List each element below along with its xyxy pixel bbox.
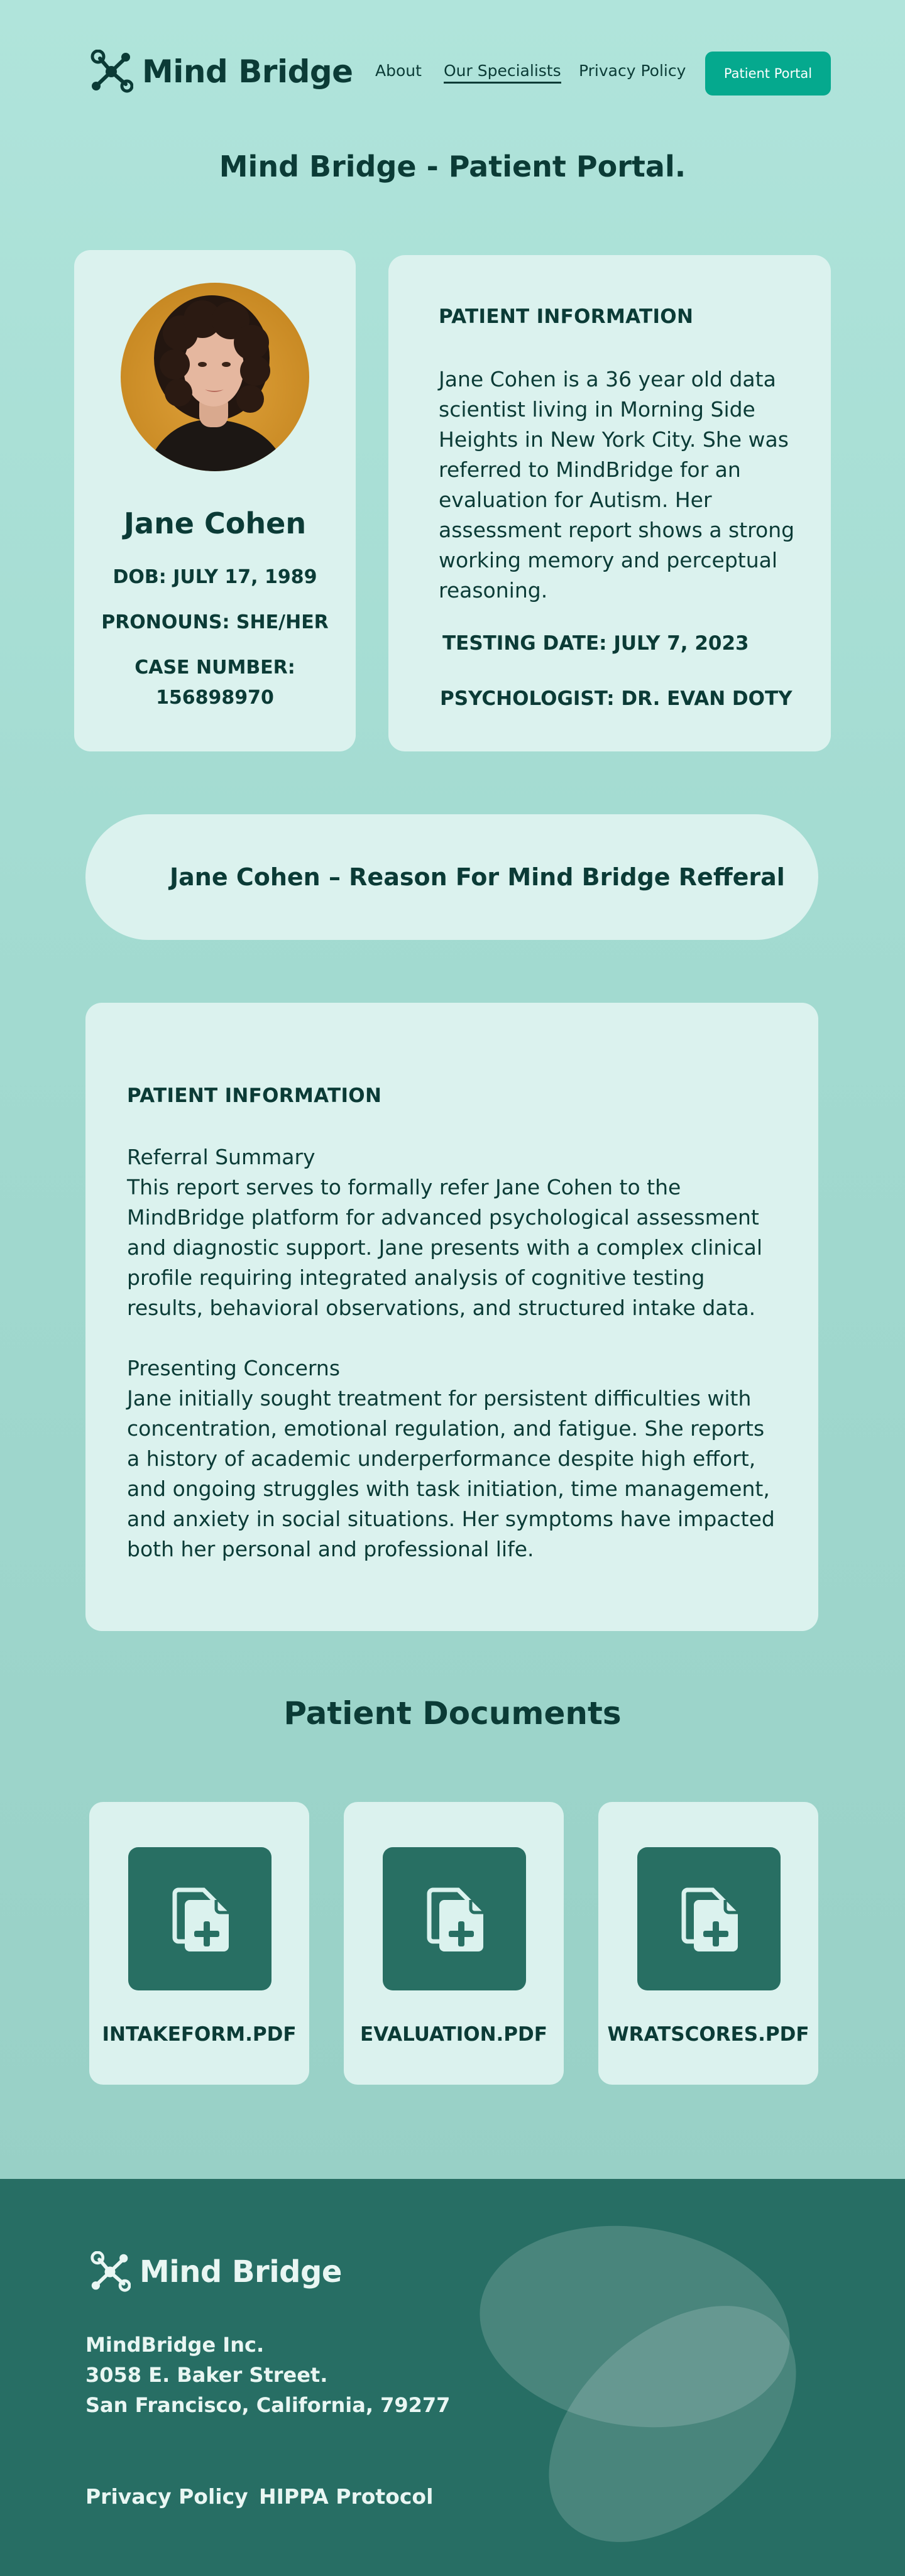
nav-link-about[interactable]: About <box>375 62 422 80</box>
document-tile <box>637 1847 781 1990</box>
brand-name: Mind Bridge <box>142 53 353 90</box>
page-title: Mind Bridge - Patient Portal. <box>219 150 686 183</box>
molecule-logo-icon <box>89 2251 131 2293</box>
decorative-ellipses <box>478 2217 830 2543</box>
footer-brand-logo[interactable] <box>89 2249 342 2295</box>
referral-summary-text: This report serves to formally refer Jane Cohen to the MindBridge platform for advanced psychological assessment and diagnostic support. Jane presents with a complex clinical profile requiring integrated analysis of cognitive testing results, behavioral observations, and structured intake data. <box>127 1175 763 1320</box>
brand-logo[interactable] <box>89 49 353 94</box>
presenting-concerns-text: Jane initially sought treatment for persistent difficulties with concentration, emotional regulation, and fatigue. She reports a history of academic underperformance despite high effort, and ongoing struggles with task initiation, time management, and anxiety in social situations. Her symptoms have impacted both her personal and professional life. <box>127 1386 775 1561</box>
referral-reason-banner <box>85 814 818 940</box>
file-copy-add-icon <box>671 1881 747 1957</box>
document-card-wratscores[interactable] <box>598 1802 818 2085</box>
site-footer <box>0 2179 905 2576</box>
patient-info-card <box>388 255 831 751</box>
footer-link-hippa-protocol[interactable]: HIPPA Protocol <box>259 2484 434 2509</box>
footer-link-privacy-policy[interactable]: Privacy Policy <box>85 2484 248 2509</box>
testing-date: TESTING DATE: JULY 7, 2023 <box>442 632 749 655</box>
patient-info-summary: Jane Cohen is a 36 year old data scientist living in Morning Side Heights in New York City. She was referred to MindBridge for an evaluation for Autism. Her assessment report shows a strong working memory and perceptual reasoning. <box>439 367 795 603</box>
case-number: 156898970 <box>156 687 274 709</box>
referral-reason-title: Jane Cohen – Reason For Mind Bridge Refferal <box>170 863 785 891</box>
footer-street: 3058 E. Baker Street. <box>85 2363 328 2387</box>
nav-link-privacy-policy[interactable]: Privacy Policy <box>579 62 686 80</box>
case-number-label: CASE NUMBER: <box>134 657 295 679</box>
documents-title: Patient Documents <box>283 1695 622 1732</box>
psychologist: PSYCHOLOGIST: DR. EVAN DOTY <box>440 687 793 710</box>
file-copy-add-icon <box>417 1881 492 1957</box>
presenting-concerns-title: Presenting Concerns <box>127 1356 341 1380</box>
file-copy-add-icon <box>162 1881 238 1957</box>
patient-portal-button[interactable]: Patient Portal <box>705 52 831 96</box>
patient-pronouns: PRONOUNS: SHE/HER <box>101 611 329 633</box>
molecule-logo-icon <box>89 50 133 94</box>
referral-summary-title: Referral Summary <box>127 1145 315 1169</box>
profile-card <box>74 250 356 751</box>
patient-dob: DOB: JULY 17, 1989 <box>112 566 317 588</box>
footer-city: San Francisco, California, 79277 <box>85 2393 451 2417</box>
referral-heading: PATIENT INFORMATION <box>127 1084 382 1107</box>
document-tile <box>383 1847 526 1990</box>
footer-brand-name: Mind Bridge <box>140 2254 342 2289</box>
document-name: INTAKEFORM.PDF <box>102 2023 297 2046</box>
patient-name: Jane Cohen <box>123 506 307 540</box>
document-card-intakeform[interactable] <box>89 1802 309 2085</box>
document-tile <box>128 1847 272 1990</box>
portrait-illustration <box>121 283 309 471</box>
document-name: EVALUATION.PDF <box>360 2023 547 2046</box>
patient-info-heading: PATIENT INFORMATION <box>439 305 694 328</box>
footer-company: MindBridge Inc. <box>85 2333 265 2357</box>
document-name: WRATSCORES.PDF <box>607 2023 809 2046</box>
avatar <box>121 283 309 471</box>
document-card-evaluation[interactable] <box>344 1802 564 2085</box>
referral-details-card <box>85 1003 818 1631</box>
nav-link-our-specialists[interactable]: Our Specialists <box>444 62 561 84</box>
